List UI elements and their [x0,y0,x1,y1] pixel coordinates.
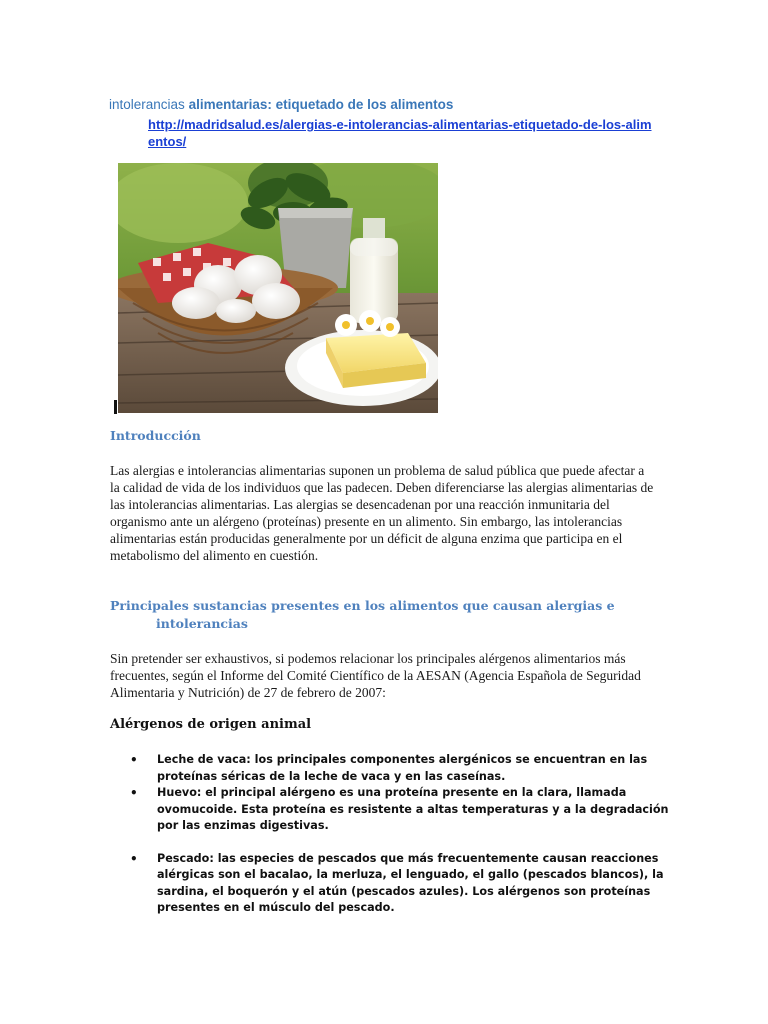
food-photo-image [118,163,438,413]
title-bold-part: alimentarias: etiquetado de los alimentos [188,97,454,112]
intro-heading: Introducción [110,428,201,443]
list-item [130,785,670,835]
bullet-text: Huevo: el principal alérgeno es una proteína presente en la clara, llamada ovomucoide. Esta proteína es resistente a altas temperaturas y a la degradación por las enzimas digestivas. [157,786,669,832]
principales-heading-line2: intolerancias [156,616,248,631]
bullet-icon: • [130,753,138,767]
source-link[interactable]: http://madridsalud.es/alergias-e-intolerancias-alimentarias-etiquetado-de-los-alimentos/ [148,117,652,149]
title-light-part: intolerancias [109,97,185,112]
list-item [130,851,670,917]
principales-heading-line1: Principales sustancias presentes en los alimentos que causan alergias e [110,598,615,613]
bullet-icon: • [130,786,138,800]
animal-allergens-heading: Alérgenos de origen animal [110,717,312,732]
document-title [109,97,453,112]
bullet-text: Pescado: las especies de pescados que más frecuentemente causan reacciones alérgicas son el bacalao, la merluza, el lenguado, el gallo (pescados blancos), la sardina, el boquerón y el atún (pescados azules). Los alérgenos son proteínas presentes en el músculo del pescado. [157,851,664,914]
principales-paragraph: Sin pretender ser exhaustivos, si podemos relacionar los principales alérgenos alimentarios más frecuentes, según el Informe del Comité Científico de la AESAN (Agencia Española de Seguridad Alimentaria y Nutrición) de 27 de febrero de 2007: [110,651,641,700]
food-photo [118,163,438,413]
bullet-icon: • [130,851,138,866]
bullet-text: Leche de vaca: los principales componentes alergénicos se encuentran en las proteínas séricas de la leche de vaca y en las caseínas. [157,753,648,783]
text-cursor [114,400,117,414]
list-item [130,752,670,785]
intro-paragraph: Las alergias e intolerancias alimentarias suponen un problema de salud pública que puede afectar a la calidad de vida de los individuos que las padecen. Deben diferenciarse las alergias alimentarias de las intolerancias alimentarias. Las alergias se desencadenan por una reacción inmunitaria del organismo ante un alérgeno (proteínas) presente en un alimento. Sin embargo, las intolerancias alimentarias están producidas generalmente por un déficit de alguna enzima que participa en el metabolismo del alimento en cuestión. [110,463,654,563]
principales-heading [110,597,615,633]
allergen-list [130,752,670,917]
